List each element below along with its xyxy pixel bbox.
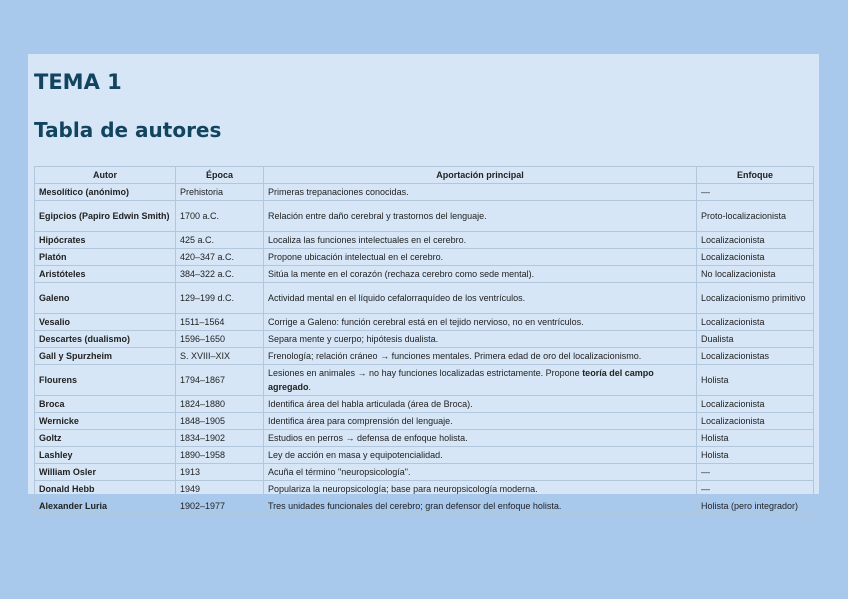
cell-enfoque: — <box>697 464 814 481</box>
cell-autor: Donald Hebb <box>35 481 176 498</box>
cell-autor: Platón <box>35 249 176 266</box>
cell-epoca: 384–322 a.C. <box>176 266 264 283</box>
cell-enfoque: Holista (pero integrador) <box>697 498 814 515</box>
cell-epoca: 420–347 a.C. <box>176 249 264 266</box>
table-row <box>35 232 814 249</box>
cell-epoca: S. XVIII–XIX <box>176 348 264 365</box>
table-row <box>35 314 814 331</box>
cell-enfoque: Localizacionista <box>697 413 814 430</box>
cell-aportacion: Propone ubicación intelectual en el cerebro. <box>264 249 697 266</box>
table-row <box>35 266 814 283</box>
cell-enfoque: Localizacionista <box>697 249 814 266</box>
table-row <box>35 430 814 447</box>
header-enfoque: Enfoque <box>697 167 814 184</box>
header-epoca: Época <box>176 167 264 184</box>
table-row <box>35 447 814 464</box>
cell-autor: Goltz <box>35 430 176 447</box>
cell-epoca: 1700 a.C. <box>176 201 264 232</box>
cell-enfoque: — <box>697 184 814 201</box>
cell-autor: Hipócrates <box>35 232 176 249</box>
cell-aportacion: Identifica área del habla articulada (área de Broca). <box>264 396 697 413</box>
header-aportacion: Aportación principal <box>264 167 697 184</box>
table-row <box>35 365 814 396</box>
cell-autor: Flourens <box>35 365 176 396</box>
cell-autor: Lashley <box>35 447 176 464</box>
table-header-row <box>35 167 814 184</box>
cell-enfoque: — <box>697 481 814 498</box>
table-row <box>35 413 814 430</box>
cell-autor: Descartes (dualismo) <box>35 331 176 348</box>
cell-aportacion: Tres unidades funcionales del cerebro; gran defensor del enfoque holista. <box>264 498 697 515</box>
cell-enfoque: Holista <box>697 430 814 447</box>
cell-enfoque: Localizacionistas <box>697 348 814 365</box>
cell-enfoque: Dualista <box>697 331 814 348</box>
cell-aportacion <box>264 365 697 396</box>
cell-epoca: 1848–1905 <box>176 413 264 430</box>
cell-epoca: 1949 <box>176 481 264 498</box>
cell-enfoque: Holista <box>697 447 814 464</box>
cell-enfoque: Localizacionista <box>697 396 814 413</box>
table-row <box>35 481 814 498</box>
page-title: TEMA 1 <box>34 70 122 94</box>
cell-aportacion: Frenología; relación cráneo → funciones mentales. Primera edad de oro del localizacionismo. <box>264 348 697 365</box>
cell-aportacion: Separa mente y cuerpo; hipótesis dualista. <box>264 331 697 348</box>
authors-table <box>34 166 814 515</box>
cell-enfoque: Localizacionismo primitivo <box>697 283 814 314</box>
cell-autor: Wernicke <box>35 413 176 430</box>
aportacion-text: Lesiones en animales → no hay funciones localizadas estrictamente. Propone <box>268 368 583 378</box>
cell-autor: Egipcios (Papiro Edwin Smith) <box>35 201 176 232</box>
cell-autor: William Osler <box>35 464 176 481</box>
table-row <box>35 184 814 201</box>
cell-epoca: 425 a.C. <box>176 232 264 249</box>
cell-epoca: 1794–1867 <box>176 365 264 396</box>
cell-enfoque: Holista <box>697 365 814 396</box>
cell-aportacion: Identifica área para comprensión del lenguaje. <box>264 413 697 430</box>
cell-enfoque: Proto-localizacionista <box>697 201 814 232</box>
cell-aportacion: Ley de acción en masa y equipotencialidad. <box>264 447 697 464</box>
table-row <box>35 498 814 515</box>
cell-aportacion: Primeras trepanaciones conocidas. <box>264 184 697 201</box>
cell-autor: Mesolítico (anónimo) <box>35 184 176 201</box>
cell-aportacion: Relación entre daño cerebral y trastornos del lenguaje. <box>264 201 697 232</box>
cell-autor: Broca <box>35 396 176 413</box>
cell-enfoque: Localizacionista <box>697 314 814 331</box>
cell-epoca: 1902–1977 <box>176 498 264 515</box>
cell-autor: Vesalio <box>35 314 176 331</box>
document-page <box>28 54 819 511</box>
cell-epoca: 1834–1902 <box>176 430 264 447</box>
aportacion-emphasis: teoría del campo agregado <box>268 368 654 392</box>
cell-autor: Galeno <box>35 283 176 314</box>
cell-epoca: 1824–1880 <box>176 396 264 413</box>
cell-epoca: 1913 <box>176 464 264 481</box>
table-row <box>35 464 814 481</box>
table-row <box>35 201 814 232</box>
cell-epoca: 129–199 d.C. <box>176 283 264 314</box>
table-row <box>35 348 814 365</box>
cell-enfoque: No localizacionista <box>697 266 814 283</box>
cell-epoca: 1596–1650 <box>176 331 264 348</box>
cell-autor: Aristóteles <box>35 266 176 283</box>
cell-aportacion: Populariza la neuropsicología; base para neuropsicología moderna. <box>264 481 697 498</box>
cell-autor: Gall y Spurzheim <box>35 348 176 365</box>
cell-aportacion: Actividad mental en el líquido cefalorraquídeo de los ventrículos. <box>264 283 697 314</box>
cell-epoca: Prehistoria <box>176 184 264 201</box>
table-row <box>35 331 814 348</box>
cell-aportacion: Corrige a Galeno: función cerebral está en el tejido nervioso, no en ventrículos. <box>264 314 697 331</box>
cell-aportacion: Acuña el término "neuropsicología". <box>264 464 697 481</box>
cell-aportacion: Estudios en perros → defensa de enfoque holista. <box>264 430 697 447</box>
table-row <box>35 249 814 266</box>
cell-autor: Alexander Luria <box>35 498 176 515</box>
aportacion-text-end: . <box>308 382 312 392</box>
header-autor: Autor <box>35 167 176 184</box>
cell-epoca: 1890–1958 <box>176 447 264 464</box>
cell-epoca: 1511–1564 <box>176 314 264 331</box>
section-title: Tabla de autores <box>34 118 222 142</box>
cell-enfoque: Localizacionista <box>697 232 814 249</box>
cell-aportacion: Localiza las funciones intelectuales en el cerebro. <box>264 232 697 249</box>
table-row <box>35 283 814 314</box>
table-row <box>35 396 814 413</box>
cell-aportacion: Sitúa la mente en el corazón (rechaza cerebro como sede mental). <box>264 266 697 283</box>
